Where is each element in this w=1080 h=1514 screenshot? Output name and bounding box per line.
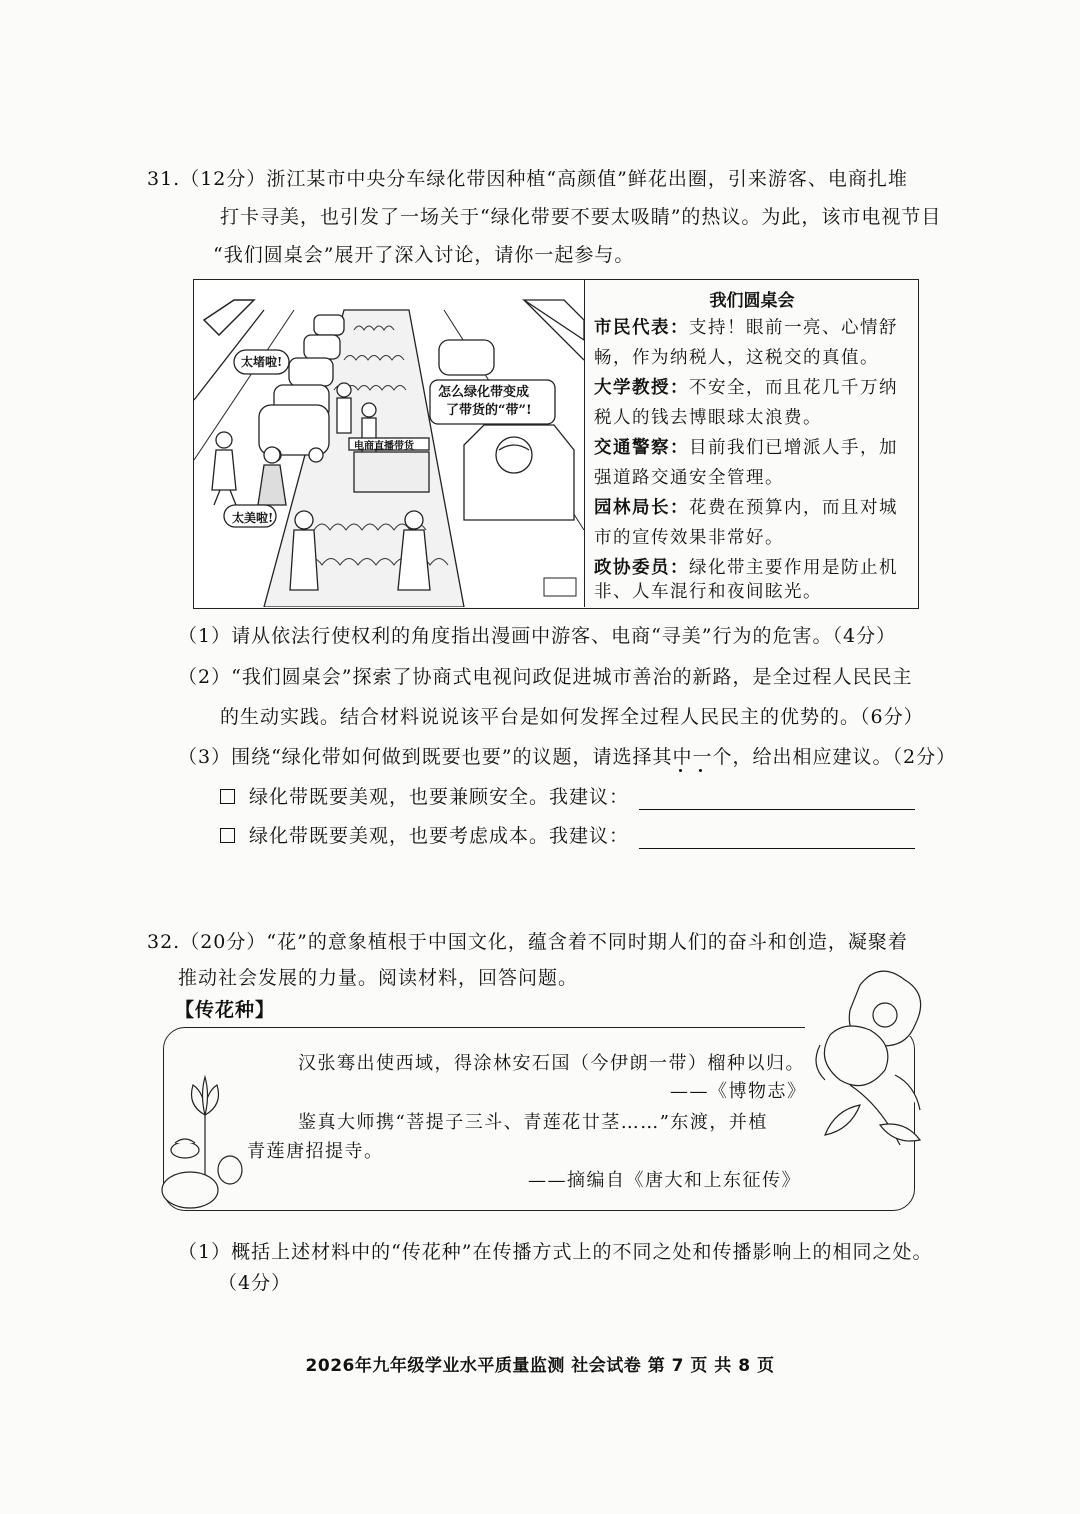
material-2-line-2: 青莲唐招提寺。: [247, 1141, 384, 1162]
cartoon-bubble-traffic: 太堵啦!: [241, 355, 283, 369]
cartoon-illustration: [194, 280, 585, 607]
emphasis-dot: [699, 769, 702, 772]
cartoon-bubble-beautiful: 太美啦!: [232, 511, 274, 525]
q31-sub1: （1）请从依法行使权利的角度指出漫画中游客、电商“寻美”行为的危害。（4分）: [178, 625, 897, 647]
panel-line-3: 大学教授：不安全，而且花几千万纳: [594, 378, 898, 398]
q32-stem-line-1: 32.（20分）“花”的意象植根于中国文化，蕴含着不同时期人们的奋斗和创造，凝聚着: [147, 931, 908, 953]
panel-line-4: 税人的钱去博眼球太浪费。: [594, 408, 822, 428]
roundtable-title: 我们圆桌会: [709, 291, 795, 311]
q31-stem-line-1: 31.（12分）浙江某市中央分车绿化带因种植“高颜值”鲜花出圈，引来游客、电商扎堆: [147, 168, 908, 190]
checkbox-safety[interactable]: [220, 789, 235, 804]
q31-option-safety[interactable]: 绿化带既要美观，也要兼顾安全。我建议：: [220, 784, 915, 810]
material-2-line-1: 鉴真大师携“菩提子三斗、青莲花廿茎……”东渡，并植: [298, 1112, 768, 1133]
q31-stem-line-2: 打卡寻美，也引发了一场关于“绿化带要不要太吸睛”的热议。为此，该市电视节目: [220, 206, 942, 228]
cartoon-bubble-driver-1: 怎么绿化带变成: [438, 385, 530, 400]
lotus-illustration: [160, 1075, 250, 1215]
material-1-source: ——《博物志》: [670, 1081, 807, 1102]
panel-line-1: 市民代表：支持！眼前一亮、心情舒: [594, 318, 898, 338]
material-1: 汉张骞出使西域，得涂林安石国（今伊朗一带）榴种以归。: [298, 1053, 805, 1074]
panel-line-5: 交通警察：目前我们已增派人手，加: [594, 438, 898, 458]
q31-material-table: [193, 279, 919, 609]
page-footer: 2026年九年级学业水平质量监测 社会试卷 第 7 页 共 8 页: [305, 1356, 775, 1376]
section-title-flower-seeds: 【传花种】: [175, 999, 276, 1021]
q32-sub1-line-2: （4分）: [218, 1272, 292, 1294]
q32-sub1-line-1: （1）概括上述材料中的“传花种”在传播方式上的不同之处和传播影响上的相同之处。: [178, 1241, 933, 1263]
pomegranate-flower-illustration: [800, 965, 940, 1165]
answer-blank-safety[interactable]: [639, 791, 915, 810]
panel-line-9: 政协委员：绿化带主要作用是防止机: [594, 558, 898, 578]
panel-line-2: 畅，作为纳税人，这税交的真值。: [594, 348, 879, 368]
cartoon-bubble-driver-2: 了带货的“带”!: [446, 403, 532, 418]
roundtable-panel: [586, 280, 918, 607]
q31-option-cost[interactable]: 绿化带既要美观，也要考虑成本。我建议：: [220, 823, 915, 849]
q31-sub2-line-2: 的生动实践。结合材料说说该平台是如何发挥全过程人民民主的优势的。（6分）: [220, 706, 924, 728]
panel-line-8: 市的宣传效果非常好。: [594, 528, 784, 548]
q31-sub3: （3）围绕“绿化带如何做到既要也要”的议题，请选择其中一个，给出相应建议。（2分）: [178, 746, 957, 768]
material-2-source: ——摘编自《唐大和上东征传》: [528, 1170, 801, 1191]
panel-line-10: 非、人车混行和夜间眩光。: [594, 582, 822, 602]
checkbox-cost[interactable]: [220, 828, 235, 843]
q31-stem-line-3: “我们圆桌会”展开了深入讨论，请你一起参与。: [213, 244, 635, 266]
panel-line-7: 园林局长：花费在预算内，而且对城: [594, 498, 898, 518]
q31-sub2-line-1: （2）“我们圆桌会”探索了协商式电视问政促进城市善治的新路，是全过程人民民主: [178, 666, 913, 688]
cartoon-livestream-sign: 电商直播带货: [354, 441, 414, 452]
answer-blank-cost[interactable]: [639, 830, 915, 849]
q32-stem-line-2: 推动社会发展的力量。阅读材料，回答问题。: [178, 967, 579, 989]
emphasis-dot: [679, 769, 682, 772]
panel-line-6: 强道路交通安全管理。: [594, 468, 784, 488]
